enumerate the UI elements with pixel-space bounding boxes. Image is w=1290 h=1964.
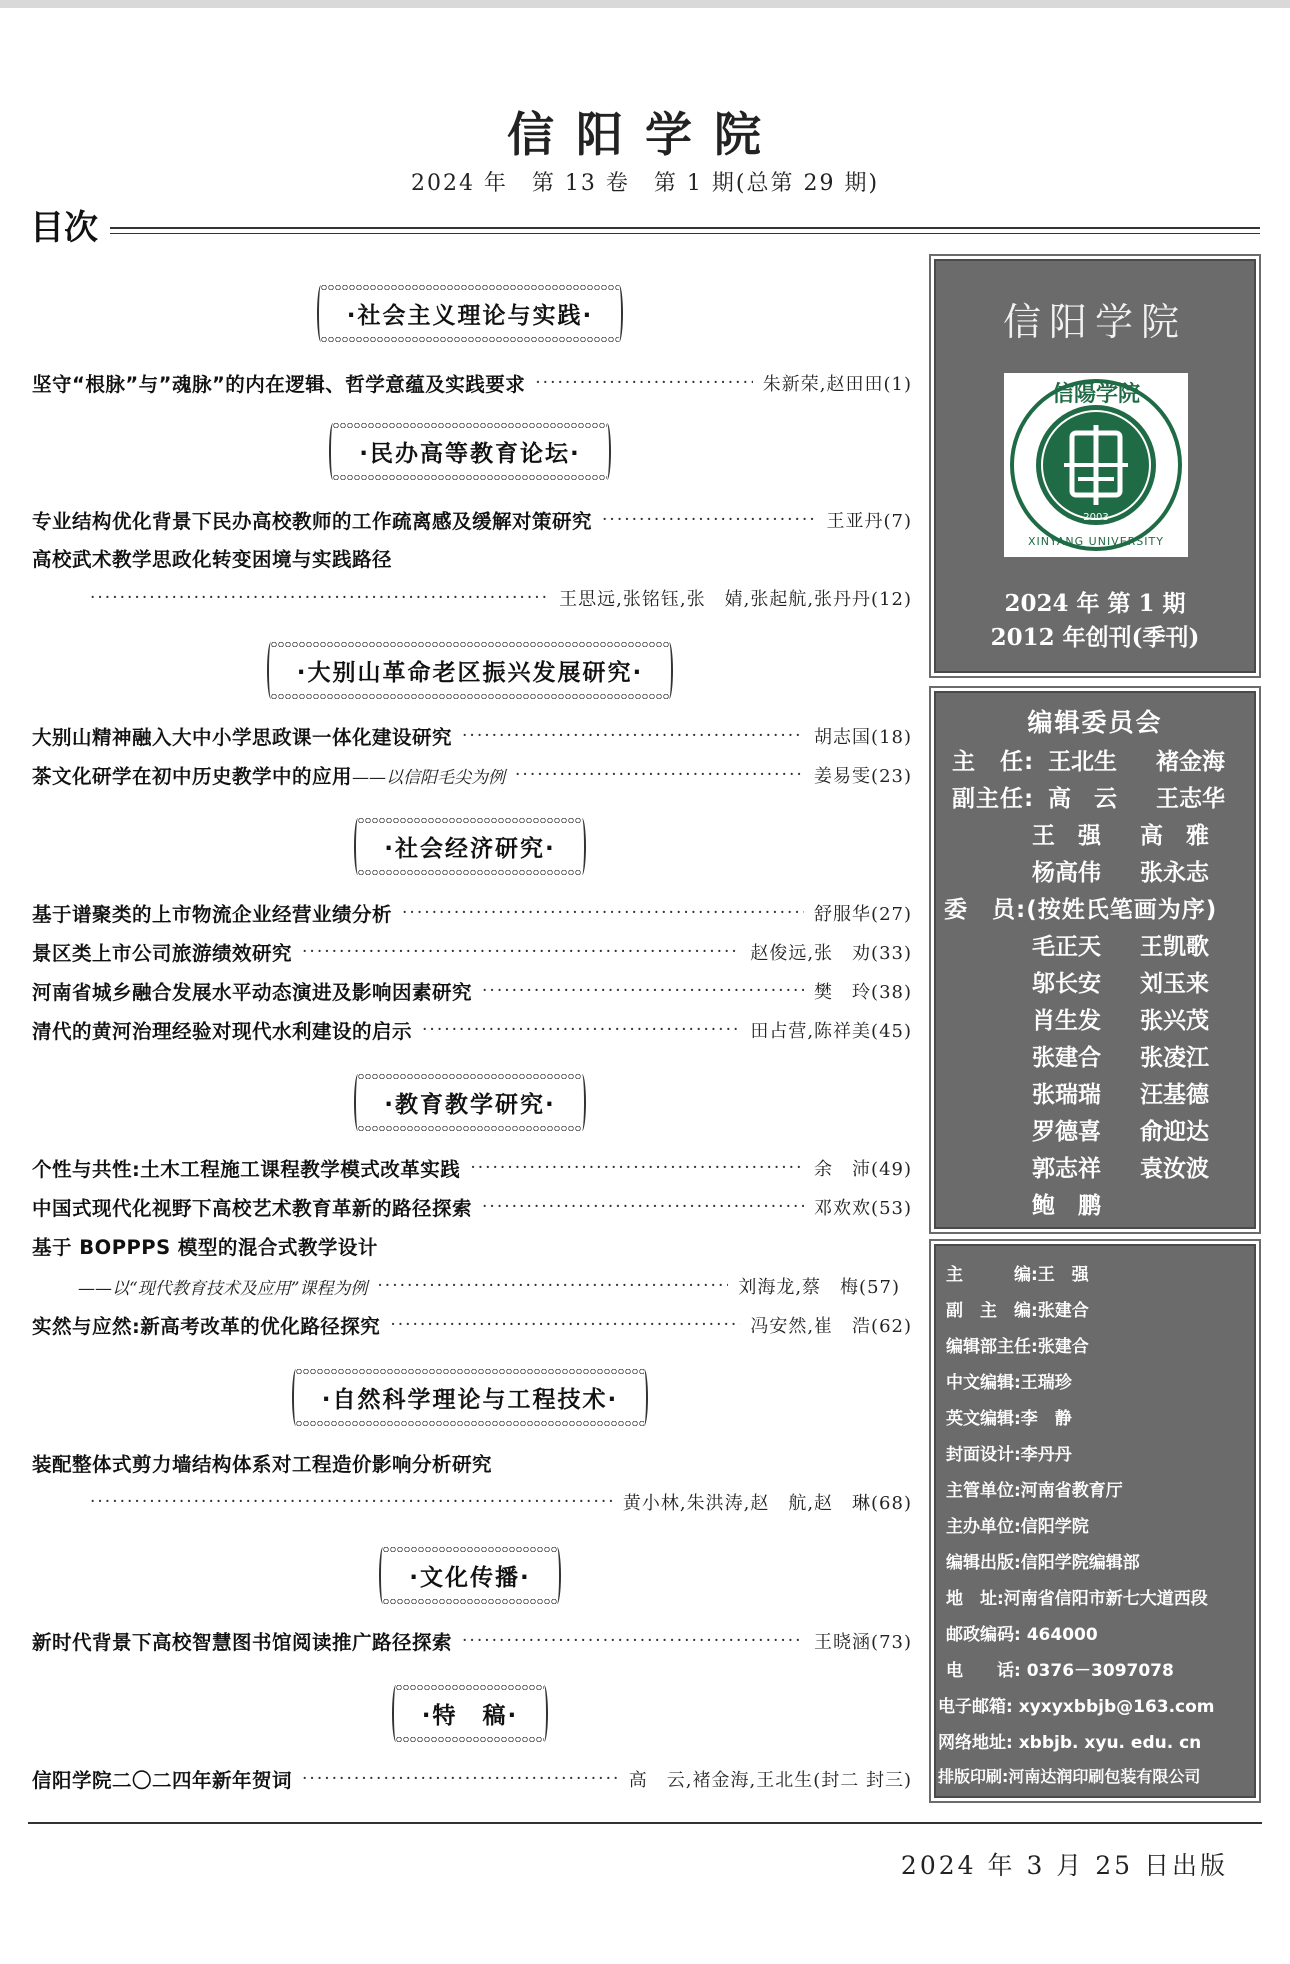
toc-entry[interactable]: [32, 936, 912, 968]
article-authors: 朱新荣,赵田田(1): [762, 374, 912, 395]
section-title: ·特 稿·: [421, 1703, 519, 1729]
deputy-names: 高 云 王志华: [1048, 786, 1225, 812]
toc-entry[interactable]: [32, 897, 912, 929]
cover-title: 信阳学院: [1002, 300, 1187, 344]
bottom-rule: [28, 1822, 1262, 1824]
article-authors: 田占营,陈祥美(45): [750, 1021, 912, 1042]
leader-dots: [535, 373, 753, 393]
toc-entry[interactable]: [32, 504, 912, 536]
deputy-names: 杨高伟 张永志: [1032, 860, 1209, 886]
section-header: [0, 822, 940, 871]
article-authors: 樊 玲(38): [814, 982, 912, 1003]
section-title: ·社会主义理论与实践·: [346, 303, 594, 329]
article-title: 坚守“根脉”与”魂脉”的内在逻辑、哲学意蕴及实践要求: [32, 373, 526, 396]
article-subtitle: ——以“现代教育技术及应用”课程为例: [78, 1278, 368, 1299]
staff-line: 主办单位:信阳学院: [946, 1517, 1089, 1537]
director-names: 王北生 褚金海: [1048, 749, 1225, 775]
toc-entry-cont[interactable]: [90, 582, 912, 614]
toc-entry[interactable]: [32, 759, 912, 791]
article-title: 基于 BOPPPS 模型的混合式教学设计: [32, 1236, 378, 1259]
article-authors: 余 沛(49): [814, 1159, 912, 1180]
leader-dots: [482, 1197, 804, 1217]
staff-line: 封面设计:李丹丹: [946, 1445, 1072, 1465]
toc-entry[interactable]: [32, 1191, 912, 1223]
toc-entry[interactable]: [32, 542, 912, 574]
email-line: 电子邮箱: xyxyxbbjb@163.com: [938, 1697, 1215, 1717]
leader-dots: [377, 1276, 728, 1296]
top-edge: [0, 0, 1290, 8]
cover-issue: 2024 年 第 1 期: [1004, 590, 1186, 617]
staff-info-panel: [934, 1244, 1256, 1798]
article-authors: 刘海龙,蔡 梅(57): [738, 1277, 900, 1298]
section-title: ·民办高等教育论坛·: [359, 441, 581, 467]
toc-entry[interactable]: [32, 1014, 912, 1046]
leader-dots: [470, 1158, 804, 1178]
website-line: 网络地址: xbbjb. xyu. edu. cn: [938, 1733, 1202, 1753]
section-header: [0, 1689, 940, 1738]
address-line: 地 址:河南省信阳市新七大道西段: [946, 1589, 1208, 1609]
article-subtitle: ——以信阳毛尖为例: [352, 767, 506, 788]
member-names: 邬长安 刘玉来: [1032, 971, 1209, 997]
leader-dots: [515, 765, 804, 785]
member-names: 肖生发 张兴茂: [1032, 1008, 1209, 1034]
contents-label: 目次: [30, 208, 98, 248]
article-authors: 王思远,张铭钰,张 婧,张起航,张丹丹(12): [559, 589, 912, 610]
staff-line: 主管单位:河南省教育厅: [946, 1481, 1123, 1501]
leader-dots: [422, 1020, 740, 1040]
staff-line: 副 主 编:张建合: [946, 1301, 1089, 1321]
toc-entry-cont[interactable]: [78, 1270, 900, 1302]
leader-dots: [90, 1492, 613, 1512]
section-header: [0, 1373, 940, 1422]
printer-line: 排版印刷:河南达润印刷包装有限公司: [938, 1767, 1201, 1786]
leader-dots: [390, 1315, 740, 1335]
member-names: 罗德喜 俞迎达: [1032, 1119, 1209, 1145]
toc-entry[interactable]: [32, 1152, 912, 1184]
article-title: 新时代背景下高校智慧图书馆阅读推广路径探索: [32, 1631, 453, 1654]
article-authors: 赵俊远,张 劝(33): [750, 943, 912, 964]
article-title: 个性与共性:土木工程施工课程教学模式改革实践: [32, 1158, 461, 1181]
logo-english-text: XINYANG UNIVERSITY: [1028, 535, 1164, 548]
toc-entry[interactable]: [32, 1230, 912, 1262]
member-names: 郭志祥 袁汝波: [1032, 1156, 1209, 1182]
article-authors: 王晓涵(73): [814, 1632, 912, 1653]
staff-line: 编辑出版:信阳学院编辑部: [946, 1553, 1140, 1573]
article-title: 高校武术教学思政化转变困境与实践路径: [32, 548, 393, 571]
article-title: 清代的黄河治理经验对现代水利建设的启示: [32, 1020, 413, 1043]
logo-year-text: 2003: [1083, 512, 1109, 523]
members-label: 委 员:(按姓氏笔画为序): [944, 897, 1218, 923]
article-authors: 王亚丹(7): [826, 511, 912, 532]
section-title: ·大别山革命老区振兴发展研究·: [296, 660, 644, 686]
toc-entry[interactable]: [32, 1447, 912, 1479]
member-names: 毛正天 王凯歌: [1032, 934, 1209, 960]
section-header: [0, 1551, 940, 1600]
university-logo: [1004, 373, 1188, 557]
leader-dots: [90, 588, 549, 608]
staff-line: 英文编辑:李 静: [946, 1409, 1072, 1429]
leader-dots: [462, 1631, 804, 1651]
article-title: 茶文化研学在初中历史教学中的应用: [32, 765, 353, 788]
contents-rule: [110, 227, 1260, 229]
board-title: 编辑委员会: [1027, 708, 1163, 737]
article-title: 大别山精神融入大中小学思政课一体化建设研究: [32, 726, 453, 749]
section-header: [0, 427, 940, 476]
staff-line: 中文编辑:王瑞珍: [946, 1373, 1072, 1393]
toc-entry[interactable]: [32, 1625, 912, 1657]
article-authors: 邓欢欢(53): [814, 1198, 912, 1219]
postcode-line: 邮政编码: 464000: [946, 1625, 1098, 1645]
article-title: 装配整体式剪力墙结构体系对工程造价影响分析研究: [32, 1453, 493, 1476]
article-authors: 黄小林,朱洪涛,赵 航,赵 琳(68): [622, 1493, 912, 1514]
editorial-board-panel: [934, 691, 1256, 1229]
member-names: 张建合 张凌江: [1032, 1045, 1209, 1071]
member-names: 张瑞瑞 汪基德: [1032, 1082, 1209, 1108]
issue-line: 2024 年 第 13 卷 第 1 期(总第 29 期): [410, 171, 880, 196]
staff-line: 主 编:王 强: [946, 1265, 1089, 1285]
member-names: 鲍 鹏: [1032, 1193, 1101, 1219]
article-title: 信阳学院二〇二四年新年贺词: [32, 1769, 293, 1792]
journal-title: 信阳学院: [507, 108, 783, 163]
toc-entry-cont[interactable]: [90, 1486, 912, 1518]
article-title: 河南省城乡融合发展水平动态演进及影响因素研究: [32, 981, 473, 1004]
director-label: 主 任:: [952, 749, 1035, 775]
logo-emblem-icon: [1004, 373, 1188, 557]
section-title: ·文化传播·: [409, 1565, 531, 1591]
section-title: ·教育教学研究·: [384, 1092, 556, 1118]
leader-dots: [482, 981, 804, 1001]
article-title: 专业结构优化背景下民办高校教师的工作疏离感及缓解对策研究: [32, 510, 593, 533]
leader-dots: [302, 1769, 619, 1789]
article-title: 实然与应然:新高考改革的优化路径探究: [32, 1315, 381, 1338]
article-title: 基于谱聚类的上市物流企业经营业绩分析: [32, 903, 393, 926]
toc-entry[interactable]: [32, 975, 912, 1007]
leader-dots: [402, 903, 804, 923]
section-title: ·社会经济研究·: [384, 836, 556, 862]
deputy-label: 副主任:: [952, 786, 1035, 812]
phone-line: 电 话: 0376－3097078: [946, 1661, 1174, 1681]
section-header: [0, 289, 940, 338]
leader-dots: [462, 726, 804, 746]
toc-entry[interactable]: [32, 1309, 912, 1341]
article-authors: 冯安然,崔 浩(62): [750, 1316, 912, 1337]
leader-dots: [602, 510, 816, 530]
article-authors: 高 云,褚金海,王北生(封二 封三): [628, 1770, 912, 1791]
toc-entry[interactable]: [32, 720, 912, 752]
leader-dots: [302, 942, 740, 962]
article-title: 景区类上市公司旅游绩效研究: [32, 942, 293, 965]
toc-entry[interactable]: [32, 1763, 912, 1795]
article-authors: 胡志国(18): [814, 727, 912, 748]
section-title: ·自然科学理论与工程技术·: [321, 1387, 619, 1413]
deputy-names: 王 强 高 雅: [1032, 823, 1209, 849]
toc-entry[interactable]: [32, 367, 912, 399]
section-header: [0, 1078, 940, 1127]
logo-chinese-text: 信陽学院: [1051, 381, 1141, 407]
publication-date: 2024 年 3 月 25 日出版: [900, 1851, 1228, 1880]
article-authors: 姜易雯(23): [814, 766, 912, 787]
cover-founded: 2012 年创刊(季刊): [990, 624, 1200, 651]
article-title: 中国式现代化视野下高校艺术教育革新的路径探索: [32, 1197, 473, 1220]
staff-line: 编辑部主任:张建合: [946, 1337, 1089, 1357]
section-header: [0, 646, 940, 695]
contents-rule-thin: [110, 233, 1260, 234]
cover-panel: [934, 259, 1256, 673]
article-authors: 舒服华(27): [814, 904, 912, 925]
